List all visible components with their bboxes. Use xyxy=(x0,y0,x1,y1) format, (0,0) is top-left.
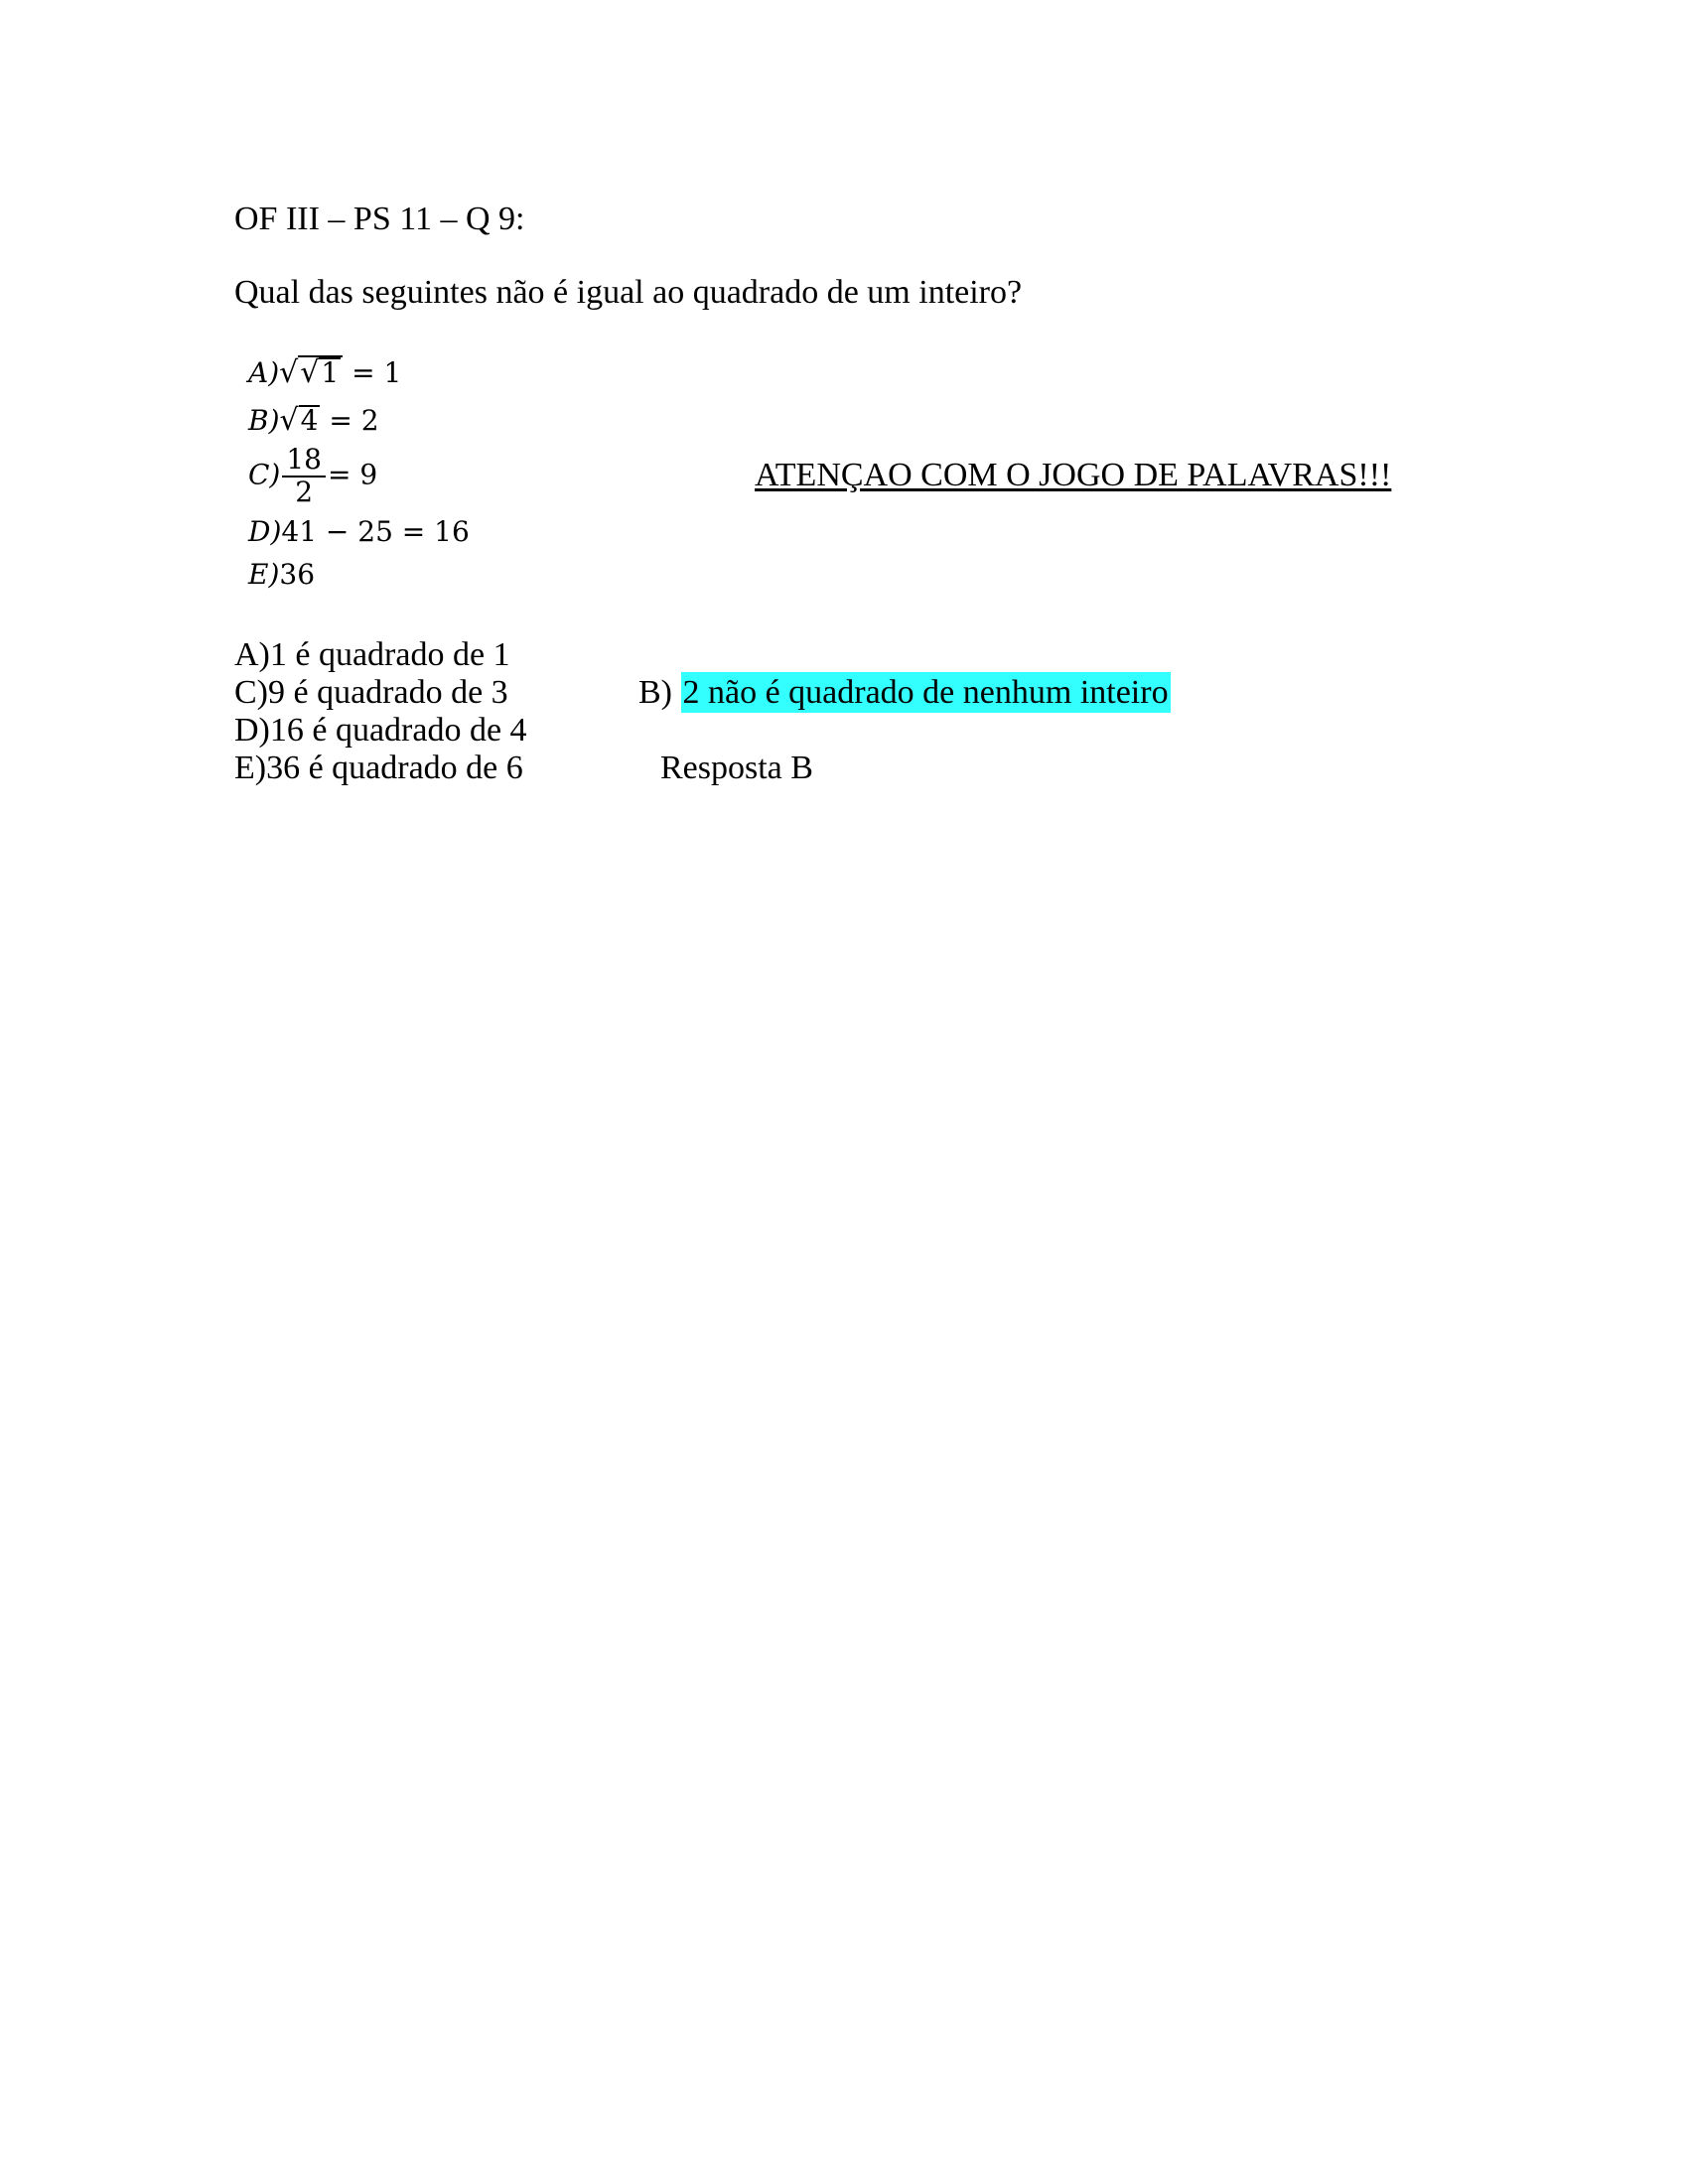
warning-note: ATENÇAO COM O JOGO DE PALAVRAS!!! xyxy=(755,457,1392,493)
option-e-label: E) xyxy=(248,558,280,591)
answer-b-prefix: B) xyxy=(638,674,681,711)
option-e-formula xyxy=(248,558,316,591)
fraction-numerator: 18 xyxy=(282,445,326,478)
fraction xyxy=(282,445,326,508)
final-answer: Resposta B xyxy=(660,750,813,786)
question-text: Qual das seguintes não é igual ao quadrado de um inteiro? xyxy=(234,274,1023,311)
fraction-denominator: 2 xyxy=(295,475,314,508)
option-b-label: B) xyxy=(248,404,280,437)
answer-e-explanation: E)36 é quadrado de 6 xyxy=(234,750,523,786)
option-a-label: A) xyxy=(248,356,280,389)
option-a-result: = 1 xyxy=(352,356,402,389)
option-a-formula xyxy=(248,355,401,388)
option-c-formula xyxy=(248,445,377,508)
answer-d-explanation: D)16 é quadrado de 4 xyxy=(234,712,527,749)
option-e-expression: 36 xyxy=(279,558,316,591)
inner-sqrt-symbol: √1 xyxy=(300,355,340,390)
option-c-result: = 9 xyxy=(328,458,378,491)
option-a-radicand: 1 xyxy=(321,356,340,389)
option-b-radicand: 4 xyxy=(300,404,319,437)
question-title: OF III – PS 11 – Q 9: xyxy=(234,201,525,237)
option-d-formula xyxy=(248,515,470,548)
answer-c-explanation: C)9 é quadrado de 3 xyxy=(234,674,508,711)
option-b-formula xyxy=(248,405,379,436)
option-c-label: C) xyxy=(248,458,281,491)
outer-sqrt-symbol: √√1 xyxy=(279,355,343,388)
option-d-expression: 41 − 25 = 16 xyxy=(281,515,470,548)
sqrt-symbol: √4 xyxy=(279,403,319,438)
highlighted-text: 2 não é quadrado de nenhum inteiro xyxy=(682,674,1169,711)
option-b-result: = 2 xyxy=(329,404,379,437)
option-d-label: D) xyxy=(248,515,282,548)
answer-a-explanation: A)1 é quadrado de 1 xyxy=(234,636,510,673)
answer-b-explanation xyxy=(638,676,1171,710)
